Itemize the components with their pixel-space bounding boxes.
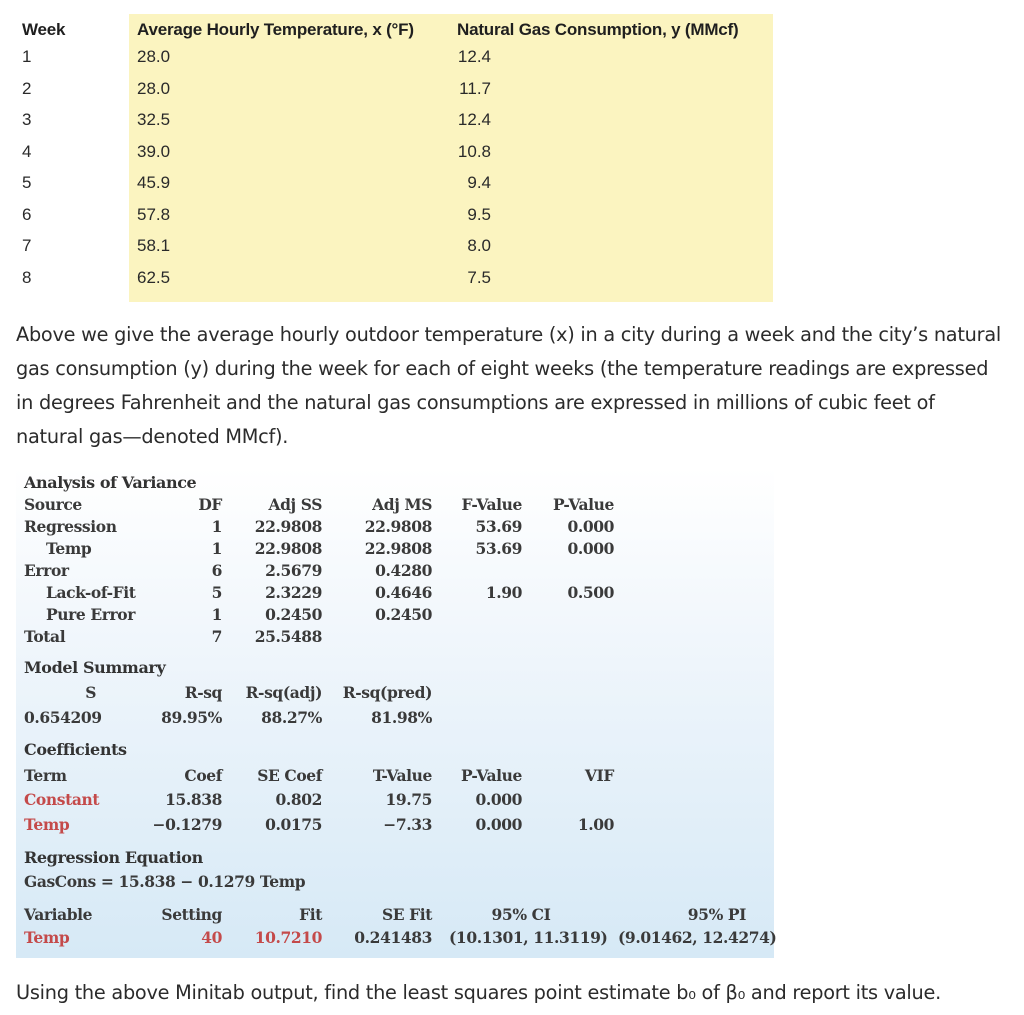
coef-value: −0.1279 [152,815,222,834]
anova-pvalue: 0.000 [567,539,614,558]
pred-ci: (10.1301, 11.3119) [449,928,608,947]
anova-header-fvalue: F-Value [461,495,522,514]
ms-value-rsqadj: 88.27% [261,708,322,727]
anova-df: 6 [211,561,222,580]
ms-value-rsqpred: 81.98% [371,708,432,727]
pred-header-setting: Setting [161,905,222,924]
anova-df: 1 [211,605,222,624]
pred-variable: Temp [24,928,70,947]
coef-se: 0.802 [275,790,322,809]
coef-vif: 1.00 [577,815,614,834]
week-cell: 4 [22,141,32,161]
regression-equation-title: Regression Equation [24,848,203,867]
anova-df: 1 [211,517,222,536]
ms-header-rsq: R-sq [184,683,222,702]
temperature-cell: 62.5 [137,267,171,287]
header-gas: Natural Gas Consumption, y (MMcf) [457,20,739,39]
anova-fvalue: 1.90 [485,583,522,602]
anova-source: Pure Error [46,605,136,624]
description-text: Above we give the average hourly outdoor temperature (x) in a city during a week and the city’s natural gas consumption (y) during the week for each of eight weeks (the temperature readings are expressed in degrees Fahrenheit and the natural gas consumptions are expressed in millions of cubic feet of natural gas—denoted MMcf). [16,323,1001,448]
gas-cell: 11.7 [459,78,491,98]
week-column-strip [16,14,129,302]
pred-fit: 10.7210 [254,928,322,947]
pred-header-pi: 95% PI [687,905,746,924]
week-cell: 8 [22,267,32,287]
gas-cell: 8.0 [467,236,491,255]
anova-df: 5 [211,583,222,602]
anova-header-source: Source [24,495,82,514]
gas-cell: 10.8 [457,141,491,161]
anova-header-adjss: Adj SS [268,495,322,514]
anova-adjss: 2.3229 [265,583,322,602]
coef-header-tvalue: T-Value [372,766,432,785]
pred-sefit: 0.241483 [354,928,432,947]
coef-term: Temp [24,815,70,834]
coef-header-term: Term [24,766,67,785]
week-cell: 7 [22,236,32,255]
week-cell: 2 [22,78,32,98]
anova-pvalue: 0.500 [567,583,614,602]
anova-adjms: 22.9808 [364,539,432,558]
anova-source: Total [24,627,66,646]
ms-value-s: 0.654209 [24,708,102,727]
temperature-cell: 58.1 [137,236,171,255]
pred-header-sefit: SE Fit [381,905,432,924]
anova-df: 7 [211,627,222,646]
anova-title: Analysis of Variance [24,473,197,492]
coef-term: Constant [24,790,100,809]
gas-cell: 12.4 [457,47,491,66]
model-summary-title: Model Summary [24,658,166,677]
coef-header-vif: VIF [584,766,614,785]
ms-header-rsqpred: R-sq(pred) [342,683,432,702]
anova-pvalue: 0.000 [567,517,614,536]
week-cell: 5 [22,173,32,192]
coef-pvalue: 0.000 [475,815,522,834]
header-temperature: Average Hourly Temperature, x (°F) [137,20,414,39]
anova-adjss: 22.9808 [254,517,322,536]
coef-value: 15.838 [165,790,222,809]
anova-fvalue: 53.69 [475,539,522,558]
anova-source: Temp [46,539,92,558]
coef-se: 0.0175 [265,815,322,834]
coef-header-secoef: SE Coef [257,766,322,785]
gas-cell: 7.5 [467,267,491,287]
temperature-cell: 28.0 [137,78,171,98]
regression-equation: GasCons = 15.838 − 0.1279 Temp [24,872,306,891]
ms-value-rsq: 89.95% [161,708,222,727]
temperature-cell: 45.9 [137,173,171,192]
gas-cell: 9.5 [467,204,491,224]
ms-header-rsqadj: R-sq(adj) [245,683,322,702]
anova-fvalue: 53.69 [475,517,522,536]
data-table [16,14,773,302]
anova-adjms: 0.4646 [375,583,432,602]
coef-tvalue: −7.33 [383,815,432,834]
temperature-cell: 32.5 [137,110,171,129]
week-cell: 3 [22,110,32,129]
pred-pi: (9.01462, 12.4274) [618,928,777,947]
minitab-output [16,468,777,958]
week-cell: 1 [22,47,32,66]
anova-adjss: 2.5679 [265,561,322,580]
anova-adjss: 25.5488 [254,627,322,646]
anova-header-adjms: Adj MS [372,495,432,514]
anova-df: 1 [211,539,222,558]
coef-tvalue: 19.75 [385,790,432,809]
temperature-cell: 39.0 [137,141,171,161]
pred-header-fit: Fit [299,905,322,924]
pred-setting: 40 [201,928,222,947]
coef-header-coef: Coef [184,766,222,785]
gas-cell: 12.4 [457,110,491,129]
header-week: Week [22,20,66,39]
ms-header-s: S [85,683,96,702]
pred-header-variable: Variable [24,905,93,924]
gas-cell: 9.4 [467,173,491,192]
question-text: Using the above Minitab output, find the least squares point estimate b₀ of β₀ and report its value. [16,981,941,1004]
anova-adjms: 22.9808 [364,517,432,536]
temperature-cell: 57.8 [137,204,171,224]
anova-adjms: 0.2450 [375,605,432,624]
anova-adjms: 0.4280 [375,561,432,580]
anova-source: Regression [24,517,117,536]
coefficients-title: Coefficients [24,740,127,759]
coef-pvalue: 0.000 [475,790,522,809]
coef-header-pvalue: P-Value [461,766,522,785]
anova-adjss: 22.9808 [254,539,322,558]
pred-header-ci: 95% CI [491,905,551,924]
week-cell: 6 [22,204,32,224]
temperature-cell: 28.0 [137,47,171,66]
anova-header-df: DF [198,495,222,514]
anova-source: Lack-of-Fit [46,583,136,602]
anova-source: Error [24,561,69,580]
anova-header-pvalue: P-Value [553,495,614,514]
anova-adjss: 0.2450 [265,605,322,624]
